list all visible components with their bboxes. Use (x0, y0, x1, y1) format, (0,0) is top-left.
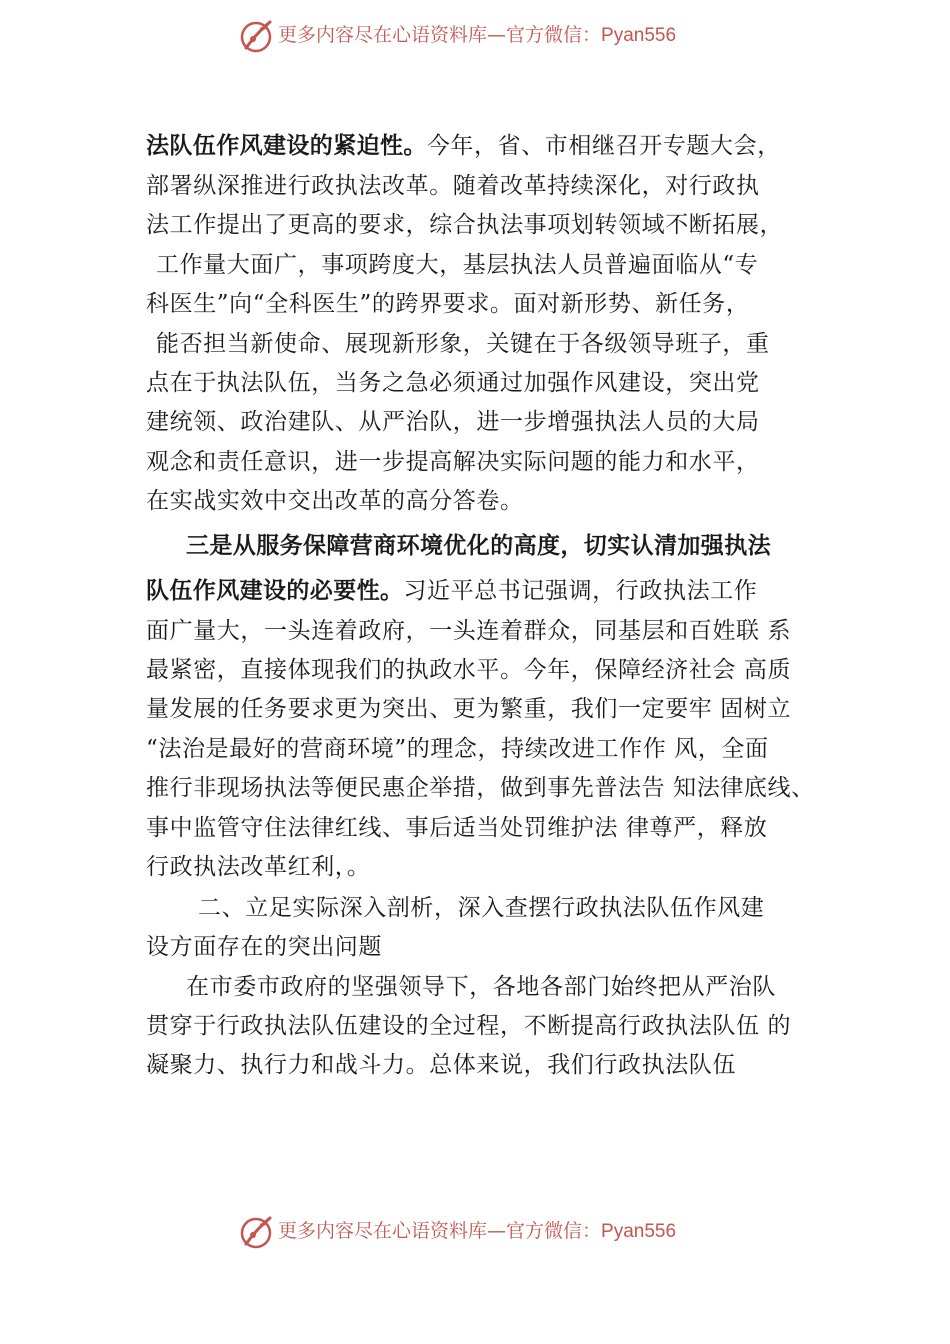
text-line: 科医生”向“全科医生”的跨界要求。面对新形势、新任务， (146, 291, 750, 317)
text-line: 行政执法改革红利，。 (146, 854, 371, 880)
bold-heading-line: 三是从服务保障营商环境优化的高度，切实认清加强执法 (186, 533, 771, 559)
text-line (146, 131, 781, 161)
wechat-id: Pyan556 (601, 25, 677, 46)
text-line: 在实战实效中交出改革的高分答卷。 (146, 488, 524, 514)
wechat-id: Pyan556 (601, 1221, 677, 1242)
text-line: 最紧密，直接体现我们的执政水平。今年，保障经济社会 高质 (146, 657, 792, 683)
banner-text: 更多内容尽在心语资料库—官方微信： (278, 1220, 602, 1242)
banner-text: 更多内容尽在心语资料库—官方微信： (278, 24, 602, 46)
section-heading: 二、立足实际深入剖析，深入查摆行政执法队伍作风建 (198, 895, 765, 921)
logo-icon (238, 1214, 274, 1250)
header-watermark (0, 16, 950, 56)
logo-icon (238, 18, 274, 54)
footer-watermark (0, 1212, 950, 1252)
text-line: 观念和责任意识，进一步提高解决实际问题的能力和水平， (146, 449, 760, 475)
text-line: “法治是最好的营商环境”的理念，持续改进工作作 风，全面 (146, 736, 769, 762)
line-rest: 习近平总书记强调，行政执法工作 (403, 578, 758, 604)
text-line (146, 576, 757, 606)
line-rest: 今年，省、市相继召开专题大会， (426, 133, 781, 159)
text-line: 面广量大，一头连着政府，一头连着群众，同基层和百姓联 系 (146, 618, 792, 644)
text-line: 能否担当新使命、展现新形象，关键在于各级领导班子，重 (156, 331, 770, 357)
text-line: 法工作提出了更高的要求，综合执法事项划转领域不断拓展， (146, 212, 784, 238)
text-line: 凝聚力、执行力和战斗力。总体来说，我们行政执法队伍 (146, 1052, 736, 1078)
section-heading: 设方面存在的突出问题 (146, 934, 382, 960)
text-line: 事中监管守住法律红线、事后适当处罚维护法 律尊严，释放 (146, 815, 768, 841)
text-line: 贯穿于行政执法队伍建设的全过程，不断提高行政执法队伍 的 (146, 1013, 792, 1039)
text-line: 推行非现场执法等便民惠企举措，做到事先普法告 知法律底线、 (146, 775, 815, 801)
text-line: 点在于执法队伍，当务之急必须通过加强作风建设，突出党 (146, 370, 760, 396)
bold-lead: 队伍作风建设的必要性。 (146, 578, 404, 604)
text-line: 量发展的任务要求更为突出、更为繁重，我们一定要牢 固树立 (146, 696, 792, 722)
bold-lead: 法队伍作风建设的紧迫性。 (146, 133, 427, 159)
text-line: 建统领、政治建队、从严治队，进一步增强执法人员的大局 (146, 409, 760, 435)
text-line: 工作量大面广，事项跨度大，基层执法人员普遍面临从“专 (156, 252, 759, 278)
text-line: 在市委市政府的坚强领导下，各地各部门始终把从严治队 (186, 974, 776, 1000)
text-line: 部署纵深推进行政执法改革。随着改革持续深化，对行政执 (146, 173, 760, 199)
